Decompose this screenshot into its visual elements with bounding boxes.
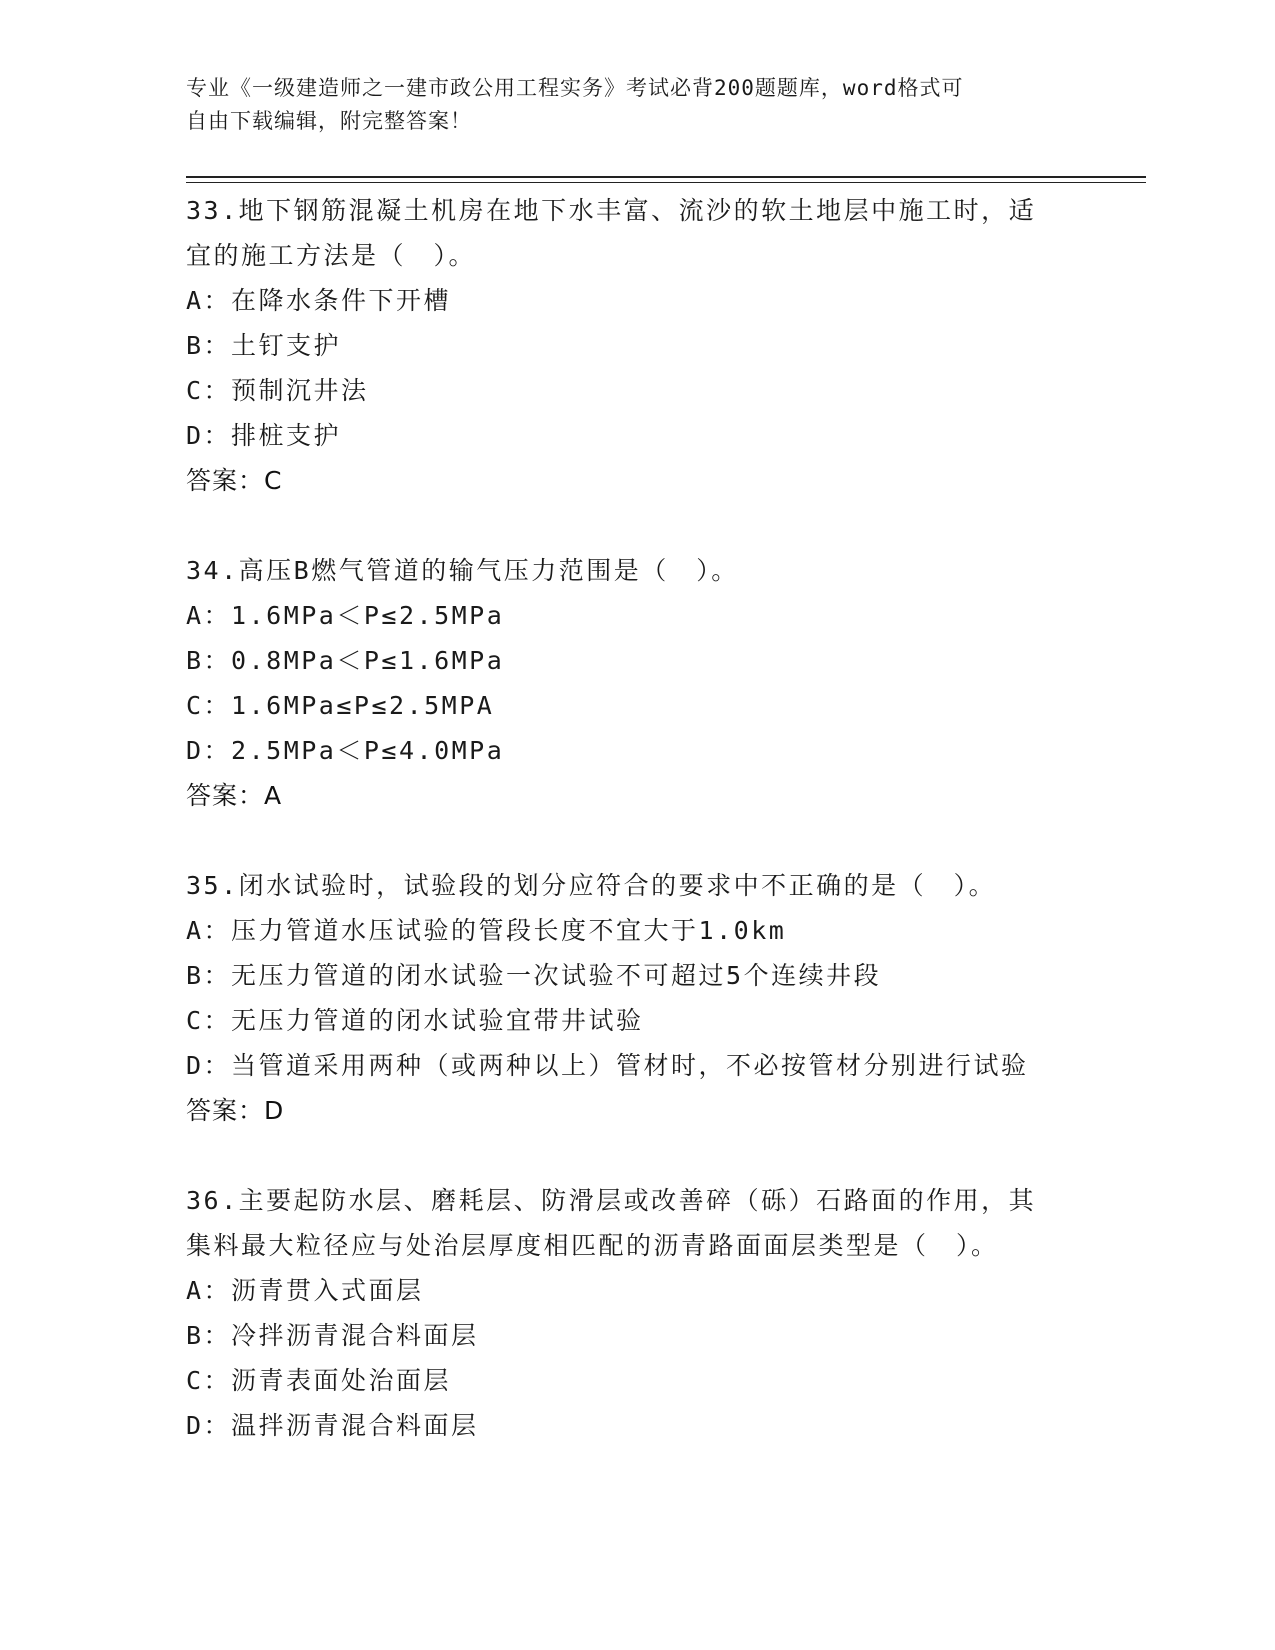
option-d: D：2.5MPa＜P≤4.0MPa	[186, 736, 505, 765]
option-d: D：排桩支护	[186, 421, 342, 450]
question-stem-line: 33.地下钢筋混凝土机房在地下水丰富、流沙的软土地层中施工时，适	[186, 196, 1037, 225]
option-c: C：1.6MPa≤P≤2.5MPA	[186, 691, 495, 720]
question-33	[186, 188, 1066, 503]
question-36	[186, 1178, 1066, 1448]
option-a: A：沥青贯入式面层	[186, 1276, 424, 1305]
question-stem-line: 宜的施工方法是（ ）。	[186, 241, 477, 270]
answer-line: 答案：C	[186, 466, 283, 495]
option-d: D：当管道采用两种（或两种以上）管材时，不必按管材分别进行试验	[186, 1051, 1029, 1080]
option-d: D：温拌沥青混合料面层	[186, 1411, 479, 1440]
question-spacer	[186, 503, 1066, 548]
option-b: B：土钉支护	[186, 331, 342, 360]
header-line-2: 自由下载编辑，附完整答案！	[186, 109, 472, 133]
question-stem-line: 35.闭水试验时，试验段的划分应符合的要求中不正确的是（ ）。	[186, 871, 997, 900]
option-a: A：在降水条件下开槽	[186, 286, 452, 315]
question-stem-line: 34.高压B燃气管道的输气压力范围是（ ）。	[186, 556, 739, 585]
question-34	[186, 548, 1066, 818]
question-35	[186, 863, 1066, 1133]
header-divider-thin	[186, 182, 1146, 183]
option-c: C：无压力管道的闭水试验宜带井试验	[186, 1006, 644, 1035]
question-stem-line: 36.主要起防水层、磨耗层、防滑层或改善碎（砾）石路面的作用，其	[186, 1186, 1037, 1215]
answer-line: 答案：A	[186, 781, 283, 810]
option-b: B：无压力管道的闭水试验一次试验不可超过5个连续井段	[186, 961, 882, 990]
header-line-1: 专业《一级建造师之一建市政公用工程实务》考试必背200题题库，word格式可	[186, 76, 964, 100]
header-divider-thick	[186, 176, 1146, 178]
option-c: C：预制沉井法	[186, 376, 369, 405]
question-spacer	[186, 818, 1066, 863]
option-a: A：压力管道水压试验的管段长度不宜大于1.0km	[186, 916, 787, 945]
document-header	[186, 72, 1066, 138]
answer-line: 答案：D	[186, 1096, 285, 1125]
question-spacer	[186, 1133, 1066, 1178]
option-a: A：1.6MPa＜P≤2.5MPa	[186, 601, 505, 630]
option-b: B：冷拌沥青混合料面层	[186, 1321, 479, 1350]
option-b: B：0.8MPa＜P≤1.6MPa	[186, 646, 505, 675]
option-c: C：沥青表面处治面层	[186, 1366, 452, 1395]
question-stem-line: 集料最大粒径应与处治层厚度相匹配的沥青路面面层类型是（ ）。	[186, 1231, 999, 1260]
question-list	[186, 188, 1066, 1448]
